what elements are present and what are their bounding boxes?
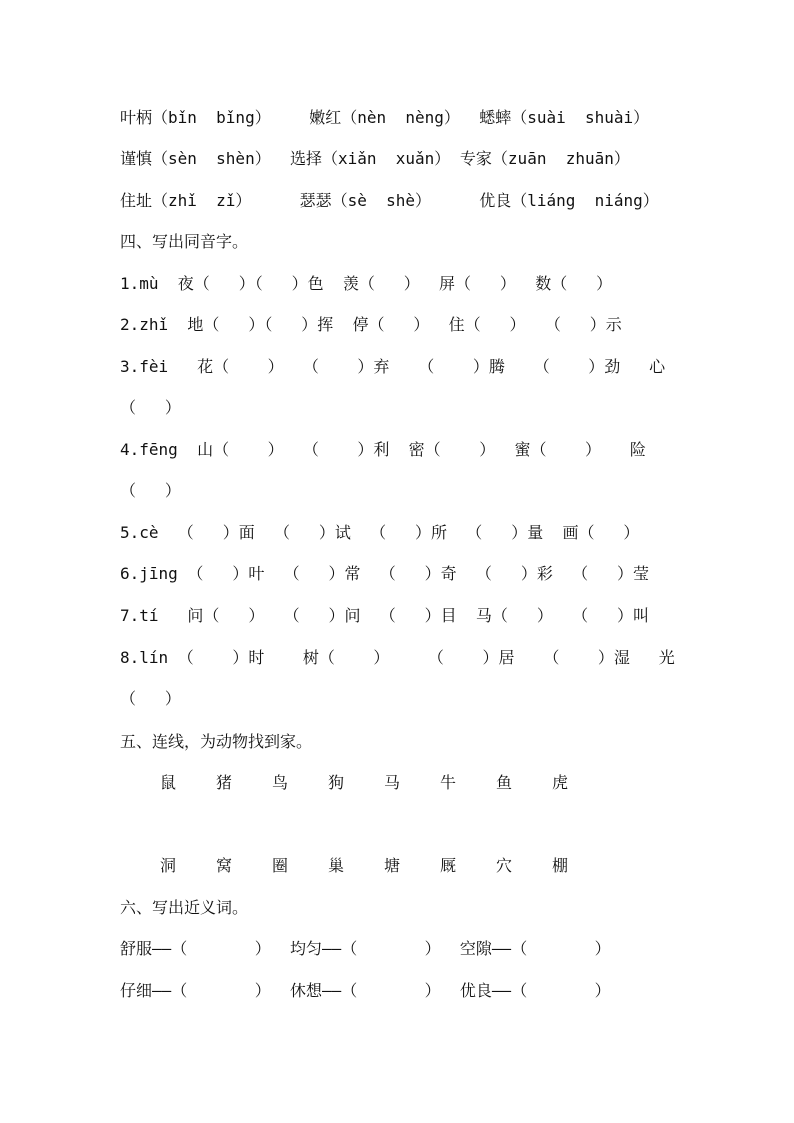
home-item[interactable]: 窝 [216, 856, 233, 875]
animal-row [120, 769, 680, 797]
home-item[interactable]: 棚 [552, 856, 569, 875]
home-item[interactable]: 穴 [496, 856, 513, 875]
home-row [120, 852, 680, 880]
animal-item[interactable]: 虎 [552, 773, 569, 792]
animal-item[interactable]: 马 [384, 773, 401, 792]
pinyin-choice-row-3: 住址（zhǐ zǐ） 瑟瑟（sè shè） 优良（liáng niáng） [120, 191, 659, 210]
section-5-title: 五、连线，为动物找到家。 [120, 732, 313, 751]
synonym-line-2: 仔细——（ ） 休想——（ ） 优良——（ ） [120, 981, 611, 1000]
animal-item[interactable]: 鱼 [496, 773, 513, 792]
home-item[interactable]: 巢 [328, 856, 345, 875]
homophone-line-6: 6.jīng （ ）叶 （ ）常 （ ）奇 （ ）彩 （ ）莹 [120, 564, 649, 583]
animal-item[interactable]: 狗 [328, 773, 345, 792]
homophone-line-4: 4.fēng 山（ ） （ ）利 密（ ） 蜜（ ） 险 [120, 440, 646, 459]
home-item[interactable]: 洞 [160, 856, 177, 875]
homophone-line-3: 3.fèi 花（ ） （ ）弃 （ ）腾 （ ）劲 心 [120, 357, 666, 376]
home-item[interactable]: 圈 [272, 856, 289, 875]
home-item[interactable]: 厩 [440, 856, 457, 875]
homophone-line-4-cont: （ ） [120, 481, 181, 500]
homophone-line-5: 5.cè （ ）面 （ ）试 （ ）所 （ ）量 画（ ） [120, 523, 640, 542]
section-6-title: 六、写出近义词。 [120, 898, 249, 917]
homophone-line-8-cont: （ ） [120, 689, 181, 708]
home-item[interactable]: 塘 [384, 856, 401, 875]
homophone-line-2: 2.zhǐ 地（ ）（ ）挥 停（ ） 住（ ） （ ）示 [120, 315, 622, 334]
animal-item[interactable]: 猪 [216, 773, 233, 792]
animal-item[interactable]: 牛 [440, 773, 457, 792]
pinyin-choice-row-2: 谨慎（sèn shèn） 选择（xiǎn xuǎn） 专家（zuān zhuān） [120, 149, 630, 168]
synonym-line-1: 舒服——（ ） 均匀——（ ） 空隙——（ ） [120, 939, 611, 958]
homophone-line-1: 1.mù 夜（ ）（ ）色 羡（ ） 屏（ ） 数（ ） [120, 274, 613, 293]
animal-item[interactable]: 鸟 [272, 773, 289, 792]
homophone-line-7: 7.tí 问（ ） （ ）问 （ ）目 马（ ） （ ）叫 [120, 606, 649, 625]
homophone-line-8: 8.lín （ ）时 树（ ） （ ）居 （ ）湿 光 [120, 648, 675, 667]
animal-item[interactable]: 鼠 [160, 773, 177, 792]
pinyin-choice-row-1: 叶柄（bǐn bǐng） 嫩红（nèn nèng） 蟋蟀（suài shuài） [120, 108, 650, 127]
section-4-title: 四、写出同音字。 [120, 232, 249, 251]
homophone-line-3-cont: （ ） [120, 398, 181, 417]
